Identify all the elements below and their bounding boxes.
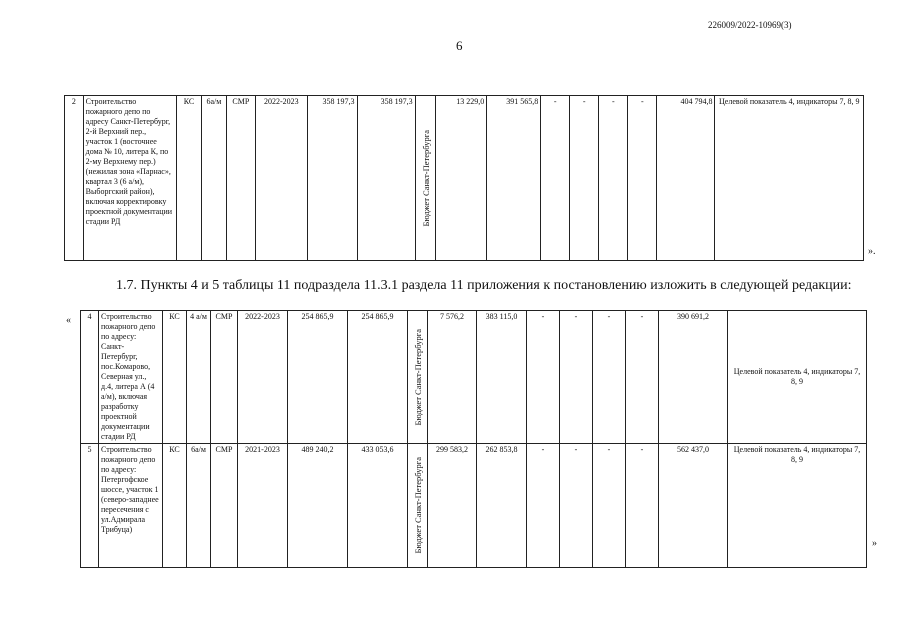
amount-year-3: -: [541, 96, 570, 261]
closing-quote: »: [872, 538, 877, 549]
amount-year-1: 7 576,2: [428, 311, 477, 444]
program-table-2: [80, 310, 867, 568]
table-row: [65, 96, 864, 261]
amount-year-6: -: [628, 96, 657, 261]
target-indicator: Целевой показатель 4, индикаторы 7, 8, 9: [728, 444, 867, 568]
target-indicator: Целевой показатель 4, индикаторы 7, 8, 9: [715, 96, 864, 261]
amount-year-2: 391 565,8: [487, 96, 541, 261]
amount-year-3: -: [527, 311, 560, 444]
page-number: 6: [456, 38, 463, 53]
program-table-1: [64, 95, 864, 261]
period: 2022-2023: [255, 96, 307, 261]
amount-year-3: -: [527, 444, 560, 568]
amount-year-5: -: [593, 444, 626, 568]
closing-quote: ».: [868, 246, 876, 257]
object-capacity: 6а/м: [201, 96, 226, 261]
object-type: КС: [163, 444, 187, 568]
period: 2021-2023: [238, 444, 288, 568]
funding-source-cell: [415, 96, 436, 261]
object-capacity: 6а/м: [187, 444, 211, 568]
document-number: 226009/2022-10969(3): [708, 20, 792, 30]
total-cost: 358 197,3: [307, 96, 357, 261]
amount-year-5: -: [593, 311, 626, 444]
object-type: КС: [163, 311, 187, 444]
object-name: Строительство пожарного депо по адресу: Санкт-Петербург, пос.Комарово, Северная ул., д.4, литера А (4 а/м), включая разработку проектной документации стадии РД: [99, 311, 163, 444]
remaining-cost: 433 053,6: [348, 444, 408, 568]
opening-quote: «: [66, 315, 71, 326]
object-name: Строительство пожарного депо по адресу Санкт-Петербург, 2-й Верхний пер., участок 1 (восточнее дома № 10, литера К, по 2-му Верхнему пер.) (нежилая зона «Парнас», квартал 3 (6 а/м), Выборгский район), включая корректировку проектной документации стадии РД: [83, 96, 176, 261]
row-number: 2: [65, 96, 84, 261]
object-name: Строительство пожарного депо по адресу: Петергофское шоссе, участок 1 (северо-западнее пересечения с ул.Адмирала Трибуца): [99, 444, 163, 568]
amount-year-4: -: [570, 96, 599, 261]
target-indicator: Целевой показатель 4, индикаторы 7, 8, 9: [728, 311, 867, 444]
section-heading: 1.7. Пункты 4 и 5 таблицы 11 подраздела 11.3.1 раздела 11 приложения к постановлению изложить в следующей редакции:: [116, 278, 852, 293]
amount-total: 562 437,0: [659, 444, 728, 568]
funding-source: Бюджет Санкт-Петербурга: [412, 328, 423, 426]
amount-total: 404 794,8: [657, 96, 715, 261]
work-type: СМР: [211, 444, 238, 568]
object-capacity: 4 а/м: [187, 311, 211, 444]
work-type: СМР: [211, 311, 238, 444]
amount-year-4: -: [560, 444, 593, 568]
amount-year-1: 13 229,0: [436, 96, 487, 261]
total-cost: 489 240,2: [288, 444, 348, 568]
period: 2022-2023: [238, 311, 288, 444]
amount-year-6: -: [626, 444, 659, 568]
amount-year-1: 299 583,2: [428, 444, 477, 568]
amount-year-2: 262 853,8: [477, 444, 527, 568]
row-number: 5: [81, 444, 99, 568]
table-row: [81, 444, 867, 568]
funding-source: Бюджет Санкт-Петербурга: [412, 457, 423, 554]
amount-year-4: -: [560, 311, 593, 444]
object-type: КС: [177, 96, 202, 261]
remaining-cost: 254 865,9: [348, 311, 408, 444]
amount-year-5: -: [599, 96, 628, 261]
row-number: 4: [81, 311, 99, 444]
funding-source: Бюджет Санкт-Петербурга: [420, 129, 431, 227]
remaining-cost: 358 197,3: [357, 96, 415, 261]
amount-total: 390 691,2: [659, 311, 728, 444]
amount-year-6: -: [626, 311, 659, 444]
total-cost: 254 865,9: [288, 311, 348, 444]
work-type: СМР: [226, 96, 255, 261]
funding-source-cell: [408, 311, 428, 444]
amount-year-2: 383 115,0: [477, 311, 527, 444]
funding-source-cell: [408, 444, 428, 568]
table-row: [81, 311, 867, 444]
